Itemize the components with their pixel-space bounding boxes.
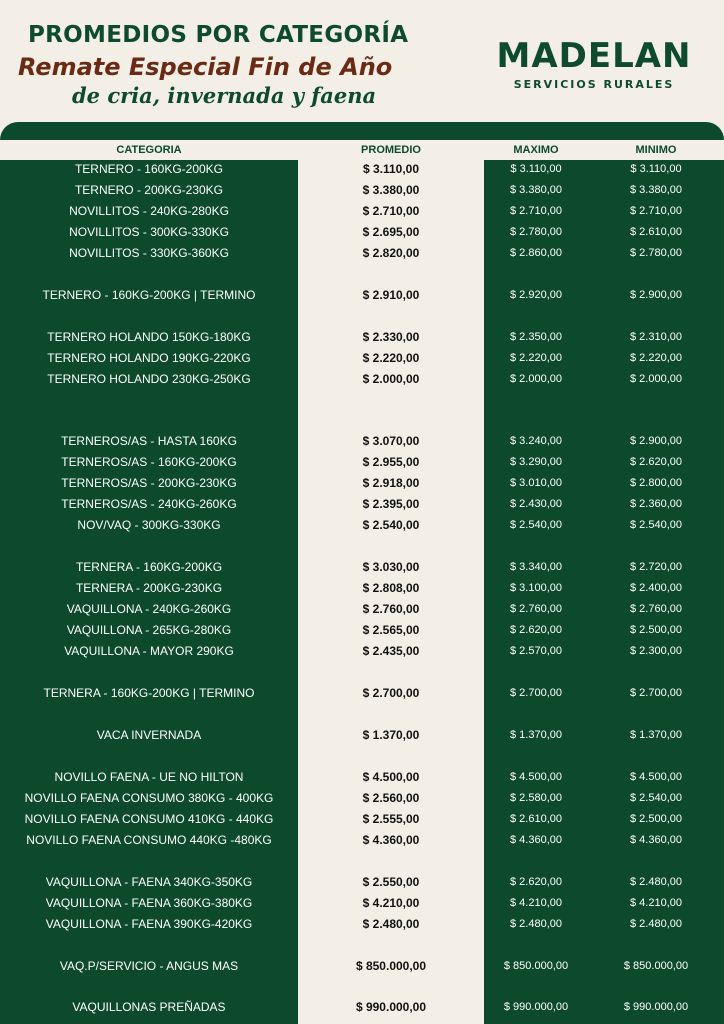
cell-minimo: $ 2.610,00 bbox=[630, 226, 682, 238]
cell-minimo: $ 4.500,00 bbox=[630, 771, 682, 783]
cell-promedio: $ 2.710,00 bbox=[362, 204, 420, 218]
cell-promedio: $ 4.500,00 bbox=[362, 770, 420, 784]
logo-name: MADELAN bbox=[496, 36, 692, 76]
cell-maximo: $ 4.360,00 bbox=[510, 834, 562, 846]
table-row bbox=[0, 599, 724, 620]
table-header bbox=[0, 140, 724, 160]
cell-promedio: $ 2.760,00 bbox=[362, 602, 420, 616]
cell-minimo: $ 2.710,00 bbox=[630, 205, 682, 217]
cell-maximo: $ 2.620,00 bbox=[510, 624, 562, 636]
cell-categoria: NOVILLO FAENA CONSUMO 380KG - 400KG bbox=[24, 791, 274, 805]
table-row bbox=[0, 431, 724, 452]
cell-minimo: $ 2.310,00 bbox=[630, 331, 682, 343]
cell-maximo: $ 3.290,00 bbox=[510, 456, 562, 468]
cell-promedio: $ 2.330,00 bbox=[362, 330, 420, 344]
cell-categoria: NOVILLO FAENA CONSUMO 440KG -480KG bbox=[26, 833, 272, 847]
table-top-band bbox=[0, 122, 724, 140]
cell-minimo: $ 2.300,00 bbox=[630, 645, 682, 657]
cell-categoria: TERNERO - 200KG-230KG bbox=[74, 183, 224, 197]
table-row bbox=[0, 578, 724, 599]
cell-maximo: $ 2.710,00 bbox=[510, 205, 562, 217]
cell-promedio: $ 2.910,00 bbox=[362, 288, 420, 302]
cell-minimo: $ 2.480,00 bbox=[630, 876, 682, 888]
table-row bbox=[0, 180, 724, 201]
cell-minimo: $ 2.480,00 bbox=[630, 918, 682, 930]
cell-promedio: $ 4.360,00 bbox=[362, 833, 420, 847]
cell-maximo: $ 3.240,00 bbox=[510, 435, 562, 447]
cell-minimo: $ 4.210,00 bbox=[630, 897, 682, 909]
table-row bbox=[0, 956, 724, 977]
cell-categoria: TERNERO HOLANDO 230KG-250KG bbox=[47, 372, 251, 386]
cell-maximo: $ 2.760,00 bbox=[510, 603, 562, 615]
cell-maximo: $ 2.580,00 bbox=[510, 792, 562, 804]
cell-categoria: TERNERO - 160KG-200KG | TERMINO bbox=[42, 288, 256, 302]
cell-maximo: $ 4.500,00 bbox=[510, 771, 562, 783]
table-row bbox=[0, 872, 724, 893]
cell-promedio: $ 1.370,00 bbox=[362, 728, 420, 742]
table-row bbox=[0, 201, 724, 222]
cell-minimo: $ 4.360,00 bbox=[630, 834, 682, 846]
cell-maximo: $ 2.430,00 bbox=[510, 498, 562, 510]
cell-categoria: TERNERA - 160KG-200KG | TERMINO bbox=[43, 686, 255, 700]
table-row bbox=[0, 767, 724, 788]
cell-promedio: $ 2.820,00 bbox=[362, 246, 420, 260]
cell-maximo: $ 3.010,00 bbox=[510, 477, 562, 489]
cell-categoria: VAQUILLONA - MAYOR 290KG bbox=[64, 644, 234, 658]
cell-minimo: $ 2.000,00 bbox=[630, 373, 682, 385]
cell-minimo: $ 2.900,00 bbox=[630, 289, 682, 301]
table-row bbox=[0, 159, 724, 180]
page-subtitle: Remate Especial Fin de Año bbox=[18, 53, 393, 81]
header-minimo: MINIMO bbox=[635, 144, 677, 156]
cell-categoria: TERNEROS/AS - 160KG-200KG bbox=[61, 455, 237, 469]
cell-minimo: $ 2.360,00 bbox=[630, 498, 682, 510]
cell-minimo: $ 2.500,00 bbox=[630, 624, 682, 636]
cell-minimo: $ 2.780,00 bbox=[630, 247, 682, 259]
table-row bbox=[0, 327, 724, 348]
cell-promedio: $ 2.000,00 bbox=[362, 372, 420, 386]
cell-maximo: $ 3.340,00 bbox=[510, 561, 562, 573]
table-row bbox=[0, 997, 724, 1018]
cell-promedio: $ 2.560,00 bbox=[362, 791, 420, 805]
cell-promedio: $ 3.070,00 bbox=[362, 434, 420, 448]
cell-categoria: VAQUILLONA - FAENA 340KG-350KG bbox=[45, 875, 253, 889]
table-row bbox=[0, 557, 724, 578]
cell-categoria: VAQUILLONA - 240KG-260KG bbox=[66, 602, 232, 616]
table-row bbox=[0, 243, 724, 264]
table-row bbox=[0, 473, 724, 494]
cell-categoria: NOVILLITOS - 330KG-360KG bbox=[69, 246, 229, 260]
cell-minimo: $ 2.900,00 bbox=[630, 435, 682, 447]
cell-categoria: VAQ.P/SERVICIO - ANGUS MAS bbox=[59, 959, 239, 973]
cell-categoria: NOV/VAQ - 300KG-330KG bbox=[77, 518, 221, 532]
header-categoria: CATEGORIA bbox=[116, 144, 182, 156]
cell-categoria: NOVILLO FAENA CONSUMO 410KG - 440KG bbox=[24, 812, 274, 826]
table-row bbox=[0, 494, 724, 515]
cell-maximo: $ 4.210,00 bbox=[510, 897, 562, 909]
table-row bbox=[0, 369, 724, 390]
cell-categoria: NOVILLITOS - 240KG-280KG bbox=[69, 204, 229, 218]
cell-categoria: TERNERA - 200KG-230KG bbox=[75, 581, 223, 595]
cell-categoria: TERNEROS/AS - HASTA 160KG bbox=[61, 434, 237, 448]
cell-minimo: $ 2.720,00 bbox=[630, 561, 682, 573]
cell-promedio: $ 2.435,00 bbox=[362, 644, 420, 658]
cell-categoria: NOVILLO FAENA - UE NO HILTON bbox=[54, 770, 244, 784]
cell-maximo: $ 2.220,00 bbox=[510, 352, 562, 364]
table-row bbox=[0, 683, 724, 704]
cell-promedio: $ 2.695,00 bbox=[362, 225, 420, 239]
cell-minimo: $ 1.370,00 bbox=[630, 729, 682, 741]
table-row bbox=[0, 830, 724, 851]
table-row bbox=[0, 620, 724, 641]
cell-maximo: $ 850.000,00 bbox=[503, 960, 569, 972]
table-row bbox=[0, 641, 724, 662]
cell-promedio: $ 4.210,00 bbox=[362, 896, 420, 910]
cell-minimo: $ 2.500,00 bbox=[630, 813, 682, 825]
cell-categoria: TERNERO HOLANDO 150KG-180KG bbox=[47, 330, 251, 344]
table-row bbox=[0, 515, 724, 536]
table-row bbox=[0, 914, 724, 935]
cell-categoria: TERNEROS/AS - 240KG-260KG bbox=[61, 497, 237, 511]
page-tagline: de cria, invernada y faena bbox=[72, 83, 377, 108]
cell-minimo: $ 2.540,00 bbox=[630, 792, 682, 804]
cell-promedio: $ 850.000,00 bbox=[355, 959, 427, 973]
cell-categoria: VAQUILLONA - FAENA 390KG-420KG bbox=[45, 917, 253, 931]
cell-minimo: $ 2.400,00 bbox=[630, 582, 682, 594]
cell-minimo: $ 2.700,00 bbox=[630, 687, 682, 699]
cell-minimo: $ 3.380,00 bbox=[630, 184, 682, 196]
cell-minimo: $ 2.760,00 bbox=[630, 603, 682, 615]
cell-maximo: $ 3.110,00 bbox=[510, 163, 562, 175]
cell-maximo: $ 3.100,00 bbox=[510, 582, 562, 594]
cell-promedio: $ 3.030,00 bbox=[362, 560, 420, 574]
table-row bbox=[0, 893, 724, 914]
company-logo bbox=[484, 36, 704, 91]
cell-maximo: $ 3.380,00 bbox=[510, 184, 562, 196]
cell-promedio: $ 3.110,00 bbox=[362, 162, 420, 176]
cell-maximo: $ 2.350,00 bbox=[510, 331, 562, 343]
cell-promedio: $ 2.480,00 bbox=[362, 917, 420, 931]
table-row bbox=[0, 809, 724, 830]
cell-promedio: $ 3.380,00 bbox=[362, 183, 420, 197]
cell-promedio: $ 2.550,00 bbox=[362, 875, 420, 889]
cell-promedio: $ 2.918,00 bbox=[362, 476, 420, 490]
cell-promedio: $ 2.955,00 bbox=[362, 455, 420, 469]
cell-promedio: $ 2.540,00 bbox=[362, 518, 420, 532]
cell-minimo: $ 990.000,00 bbox=[623, 1001, 689, 1013]
cell-maximo: $ 990.000,00 bbox=[503, 1001, 569, 1013]
cell-minimo: $ 2.620,00 bbox=[630, 456, 682, 468]
header-maximo: MAXIMO bbox=[513, 144, 559, 156]
table-row bbox=[0, 452, 724, 473]
cell-minimo: $ 2.800,00 bbox=[630, 477, 682, 489]
cell-categoria: NOVILLITOS - 300KG-330KG bbox=[69, 225, 229, 239]
table-row bbox=[0, 348, 724, 369]
cell-categoria: VAQUILLONA - 265KG-280KG bbox=[66, 623, 232, 637]
cell-maximo: $ 2.540,00 bbox=[510, 519, 562, 531]
table-row bbox=[0, 725, 724, 746]
cell-maximo: $ 1.370,00 bbox=[510, 729, 562, 741]
cell-promedio: $ 990.000,00 bbox=[355, 1000, 427, 1014]
cell-promedio: $ 2.220,00 bbox=[362, 351, 420, 365]
cell-categoria: VAQUILLONA - FAENA 360KG-380KG bbox=[45, 896, 253, 910]
cell-promedio: $ 2.808,00 bbox=[362, 581, 420, 595]
cell-minimo: $ 850.000,00 bbox=[623, 960, 689, 972]
cell-maximo: $ 2.920,00 bbox=[510, 289, 562, 301]
cell-categoria: VAQUILLONAS PREÑADAS bbox=[72, 1000, 226, 1014]
cell-minimo: $ 2.220,00 bbox=[630, 352, 682, 364]
table-row bbox=[0, 788, 724, 809]
table-row bbox=[0, 222, 724, 243]
cell-maximo: $ 2.610,00 bbox=[510, 813, 562, 825]
cell-maximo: $ 2.570,00 bbox=[510, 645, 562, 657]
cell-categoria: TERNEROS/AS - 200KG-230KG bbox=[61, 476, 237, 490]
header-promedio: PROMEDIO bbox=[361, 144, 421, 156]
cell-maximo: $ 2.780,00 bbox=[510, 226, 562, 238]
cell-promedio: $ 2.700,00 bbox=[362, 686, 420, 700]
cell-categoria: TERNERA - 160KG-200KG bbox=[75, 560, 223, 574]
cell-promedio: $ 2.555,00 bbox=[362, 812, 420, 826]
table-row bbox=[0, 285, 724, 306]
cell-maximo: $ 2.860,00 bbox=[510, 247, 562, 259]
page-title: PROMEDIOS POR CATEGORÍA bbox=[28, 22, 409, 48]
cell-minimo: $ 3.110,00 bbox=[630, 163, 682, 175]
cell-categoria: TERNERO HOLANDO 190KG-220KG bbox=[47, 351, 251, 365]
cell-maximo: $ 2.480,00 bbox=[510, 918, 562, 930]
cell-categoria: TERNERO - 160KG-200KG bbox=[74, 162, 224, 176]
cell-categoria: VACA INVERNADA bbox=[96, 728, 202, 742]
cell-maximo: $ 2.620,00 bbox=[510, 876, 562, 888]
cell-promedio: $ 2.565,00 bbox=[362, 623, 420, 637]
cell-minimo: $ 2.540,00 bbox=[630, 519, 682, 531]
cell-promedio: $ 2.395,00 bbox=[362, 497, 420, 511]
logo-tagline: SERVICIOS RURALES bbox=[513, 78, 675, 91]
cell-maximo: $ 2.700,00 bbox=[510, 687, 562, 699]
page-header bbox=[0, 0, 724, 122]
cell-maximo: $ 2.000,00 bbox=[510, 373, 562, 385]
